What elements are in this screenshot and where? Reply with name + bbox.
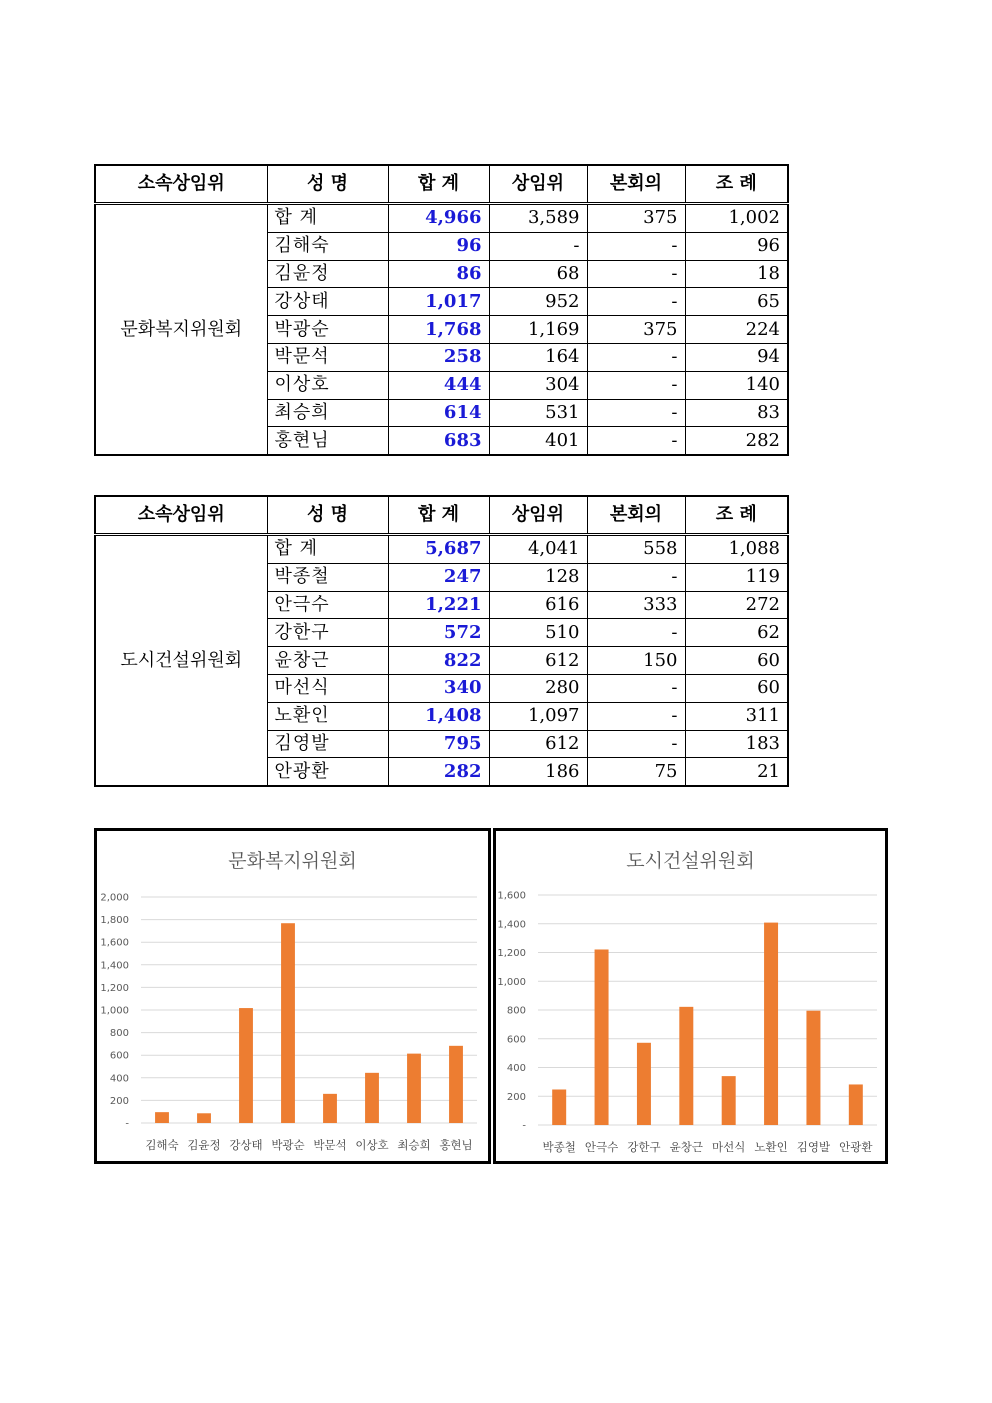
cell-member-name: 김해숙 xyxy=(267,232,388,260)
cell-ordinance: 311 xyxy=(685,702,788,730)
header-committee: 소속상임위 xyxy=(95,165,267,204)
bar xyxy=(764,923,778,1125)
cell-plenary: - xyxy=(587,371,685,399)
cell-standing-committee: 616 xyxy=(489,591,587,619)
cell-member-name: 합 계 xyxy=(267,535,388,564)
table-header-row xyxy=(95,496,788,535)
cell-ordinance: 60 xyxy=(685,674,788,702)
cell-plenary: 375 xyxy=(587,204,685,233)
x-category-label: 최승희 xyxy=(397,1138,431,1152)
cell-ordinance: 1,002 xyxy=(685,204,788,233)
x-category-label: 김영발 xyxy=(796,1140,831,1154)
cell-total: 282 xyxy=(388,758,489,786)
header-standing-committee: 상임위 xyxy=(489,165,587,204)
x-category-label: 박종철 xyxy=(542,1140,576,1154)
cell-standing-committee: 1,097 xyxy=(489,702,587,730)
cell-plenary: - xyxy=(587,343,685,371)
cell-plenary: 150 xyxy=(587,647,685,675)
cell-standing-committee: 952 xyxy=(489,288,587,316)
bar xyxy=(407,1054,421,1123)
cell-plenary: 375 xyxy=(587,316,685,344)
cell-plenary: - xyxy=(587,619,685,647)
cell-plenary: - xyxy=(587,702,685,730)
y-tick-label: 400 xyxy=(506,1063,526,1074)
chart-culture xyxy=(94,828,491,1164)
y-tick-label: 1,200 xyxy=(100,982,129,994)
cell-ordinance: 65 xyxy=(685,288,788,316)
committee-name-cell: 문화복지위원회 xyxy=(95,204,267,456)
cell-plenary: - xyxy=(587,260,685,288)
cell-standing-committee: 164 xyxy=(489,343,587,371)
table-total-row xyxy=(95,204,788,233)
y-tick-label: 200 xyxy=(506,1091,526,1103)
x-category-label: 이상호 xyxy=(355,1138,389,1152)
header-standing-committee: 상임위 xyxy=(489,496,587,535)
cell-plenary: - xyxy=(587,563,685,591)
cell-standing-committee: 612 xyxy=(489,647,587,675)
bar xyxy=(449,1046,463,1123)
cell-ordinance: 1,088 xyxy=(685,535,788,564)
chart-culture-svg xyxy=(97,831,488,1161)
x-category-label: 안극수 xyxy=(584,1140,619,1154)
cell-member-name: 강한구 xyxy=(267,619,388,647)
cell-standing-committee: 3,589 xyxy=(489,204,587,233)
cell-member-name: 노환인 xyxy=(267,702,388,730)
y-tick-label: 1,400 xyxy=(100,960,129,972)
header-name: 성 명 xyxy=(267,496,388,535)
bar xyxy=(849,1084,863,1125)
x-category-label: 김해숙 xyxy=(145,1138,179,1152)
cell-member-name: 김영발 xyxy=(267,730,388,758)
cell-member-name: 홍현님 xyxy=(267,427,388,455)
cell-total: 614 xyxy=(388,399,489,427)
cell-total: 1,221 xyxy=(388,591,489,619)
cell-member-name: 이상호 xyxy=(267,371,388,399)
x-category-label: 노환인 xyxy=(754,1140,788,1154)
cell-standing-committee: 510 xyxy=(489,619,587,647)
cell-member-name: 안극수 xyxy=(267,591,388,619)
x-category-label: 강상태 xyxy=(229,1138,263,1152)
y-tick-label: 1,600 xyxy=(497,890,526,902)
bar xyxy=(323,1094,337,1123)
chart-urban xyxy=(493,828,888,1164)
cell-standing-committee: 4,041 xyxy=(489,535,587,564)
cell-ordinance: 224 xyxy=(685,316,788,344)
cell-total: 795 xyxy=(388,730,489,758)
cell-plenary: 558 xyxy=(587,535,685,564)
stats-table-culture xyxy=(94,164,789,456)
cell-standing-committee: 186 xyxy=(489,758,587,786)
cell-plenary: - xyxy=(587,674,685,702)
cell-standing-committee: 531 xyxy=(489,399,587,427)
cell-ordinance: 94 xyxy=(685,343,788,371)
cell-total: 444 xyxy=(388,371,489,399)
cell-total: 683 xyxy=(388,427,489,455)
y-tick-label: 2,000 xyxy=(100,892,129,904)
cell-plenary: 333 xyxy=(587,591,685,619)
cell-plenary: - xyxy=(587,232,685,260)
bar xyxy=(722,1076,736,1125)
cell-plenary: - xyxy=(587,399,685,427)
cell-ordinance: 60 xyxy=(685,647,788,675)
y-tick-label: - xyxy=(125,1118,129,1130)
chart-urban-svg xyxy=(496,831,885,1161)
cell-member-name: 윤창근 xyxy=(267,647,388,675)
cell-standing-committee: 304 xyxy=(489,371,587,399)
cell-total: 1,017 xyxy=(388,288,489,316)
header-ordinance: 조 례 xyxy=(685,165,788,204)
bar xyxy=(637,1043,651,1125)
cell-standing-committee: 280 xyxy=(489,674,587,702)
y-tick-label: 400 xyxy=(109,1073,129,1085)
cell-member-name: 박종철 xyxy=(267,563,388,591)
cell-total: 86 xyxy=(388,260,489,288)
cell-plenary: - xyxy=(587,730,685,758)
y-tick-label: 800 xyxy=(109,1028,129,1040)
table-total-row xyxy=(95,535,788,564)
cell-member-name: 최승희 xyxy=(267,399,388,427)
cell-member-name: 박문석 xyxy=(267,343,388,371)
bar xyxy=(239,1008,253,1123)
x-category-label: 마선식 xyxy=(712,1140,746,1154)
cell-total: 822 xyxy=(388,647,489,675)
cell-total: 572 xyxy=(388,619,489,647)
bar xyxy=(595,949,609,1125)
bar xyxy=(679,1007,693,1125)
x-category-label: 안광환 xyxy=(839,1140,873,1154)
cell-ordinance: 272 xyxy=(685,591,788,619)
cell-plenary: - xyxy=(587,288,685,316)
cell-member-name: 강상태 xyxy=(267,288,388,316)
y-tick-label: 200 xyxy=(109,1095,129,1107)
cell-total: 340 xyxy=(388,674,489,702)
cell-standing-committee: 68 xyxy=(489,260,587,288)
cell-total: 96 xyxy=(388,232,489,260)
x-category-label: 강한구 xyxy=(627,1140,661,1154)
cell-total: 5,687 xyxy=(388,535,489,564)
x-category-label: 박광순 xyxy=(271,1138,305,1152)
cell-member-name: 안광환 xyxy=(267,758,388,786)
cell-ordinance: 282 xyxy=(685,427,788,455)
cell-total: 258 xyxy=(388,343,489,371)
y-tick-label: 1,800 xyxy=(100,915,129,927)
cell-member-name: 김윤정 xyxy=(267,260,388,288)
cell-standing-committee: 612 xyxy=(489,730,587,758)
cell-plenary: 75 xyxy=(587,758,685,786)
cell-member-name: 박광순 xyxy=(267,316,388,344)
header-total: 합 계 xyxy=(388,496,489,535)
cell-member-name: 합 계 xyxy=(267,204,388,233)
cell-standing-committee: 128 xyxy=(489,563,587,591)
header-plenary: 본회의 xyxy=(587,496,685,535)
cell-member-name: 마선식 xyxy=(267,674,388,702)
stats-table-urban xyxy=(94,495,789,787)
cell-standing-committee: 401 xyxy=(489,427,587,455)
cell-ordinance: 21 xyxy=(685,758,788,786)
cell-total: 4,966 xyxy=(388,204,489,233)
x-category-label: 홍현님 xyxy=(439,1138,473,1152)
y-tick-label: 1,000 xyxy=(100,1005,129,1017)
x-category-label: 박문석 xyxy=(313,1138,347,1152)
committee-name-cell: 도시건설위원회 xyxy=(95,535,267,787)
chart-title: 도시건설위원회 xyxy=(626,850,755,872)
cell-total: 247 xyxy=(388,563,489,591)
bar xyxy=(365,1073,379,1123)
bar xyxy=(281,923,295,1123)
cell-plenary: - xyxy=(587,427,685,455)
cell-ordinance: 96 xyxy=(685,232,788,260)
header-total: 합 계 xyxy=(388,165,489,204)
bar xyxy=(806,1011,820,1125)
cell-ordinance: 62 xyxy=(685,619,788,647)
header-plenary: 본회의 xyxy=(587,165,685,204)
table-header-row xyxy=(95,165,788,204)
cell-ordinance: 119 xyxy=(685,563,788,591)
y-tick-label: - xyxy=(522,1120,526,1132)
cell-ordinance: 83 xyxy=(685,399,788,427)
header-ordinance: 조 례 xyxy=(685,496,788,535)
cell-total: 1,408 xyxy=(388,702,489,730)
y-tick-label: 1,000 xyxy=(497,976,526,988)
y-tick-label: 1,200 xyxy=(497,948,526,959)
chart-title: 문화복지위원회 xyxy=(228,850,357,872)
y-tick-label: 1,400 xyxy=(497,919,526,931)
y-tick-label: 600 xyxy=(506,1034,526,1046)
x-category-label: 윤창근 xyxy=(669,1140,703,1154)
cell-standing-committee: 1,169 xyxy=(489,316,587,344)
y-tick-label: 800 xyxy=(506,1005,526,1017)
bar xyxy=(155,1112,169,1123)
cell-ordinance: 183 xyxy=(685,730,788,758)
cell-total: 1,768 xyxy=(388,316,489,344)
bar xyxy=(552,1089,566,1125)
bar xyxy=(197,1113,211,1123)
x-category-label: 김윤정 xyxy=(187,1138,221,1152)
cell-standing-committee: - xyxy=(489,232,587,260)
header-committee: 소속상임위 xyxy=(95,496,267,535)
header-name: 성 명 xyxy=(267,165,388,204)
cell-ordinance: 140 xyxy=(685,371,788,399)
cell-ordinance: 18 xyxy=(685,260,788,288)
y-tick-label: 600 xyxy=(109,1050,129,1062)
y-tick-label: 1,600 xyxy=(100,937,129,949)
